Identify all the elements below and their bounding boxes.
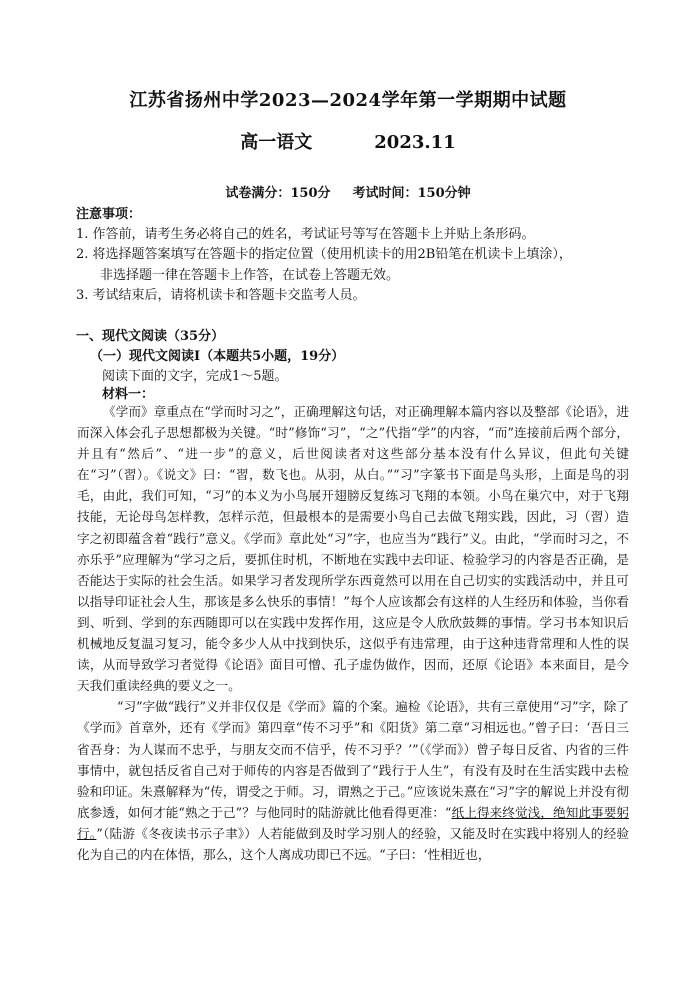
passage-paragraph-1: 《学而》章重点在“学而时习之”，正确理解这句话，对正确理解本篇内容以及整部《论语》，进而深入体会孔子思想都极为关键。“时”修饰“习”，“之”代指“学”的内容，“而”连接前后两个部分，并且有“然后”、“进一步”的意义，后世阅读者对这些部分基本没有什么异议，但此句关键在“习”（習）。《说文》曰：“習，数飞也。从羽，从白。”“习”字篆书下面是鸟头形，上面是鸟的羽毛，由此，我们可知，“习”的本义为小鸟展开翅膀反复练习飞翔的本领。小鸟在巢穴中，对于飞翔技能，无论母鸟怎样教，怎样示范，但最根本的是需要小鸟自己去做飞翔实践，因此，习（習）造字之初即蕴含着“践行”意义。《学而》章此处“习”字，也应当为“践行”义。由此，“学而时习之，不亦乐乎”应理解为“学习之后，要抓住时机，不断地在实践中去印证、检验学习的内容是否正确，是否能达于实际的社会生活。如果学习者发现所学东西竟然可以用在自己切实的实践活动中，并且可以指导印证社会人生，那该是多么快乐的事情！”每个人应该都会有这样的人生经历和体验，当你看到、听到、学到的东西随即可以在实践中发挥作用，这应是令人欣欣鼓舞的事情。学习书本知识后机械地反复温习复习，能令多少人从中找到快乐，这似乎有违常理，由于这种违背常理和人性的误读，从而导致学习者觉得《论语》面目可憎、孔子虚伪做作，因而，还原《论语》本来面目，是今天我们重读经典的要义之一。 xyxy=(77,404,629,694)
material-label: 材料一： xyxy=(102,387,155,402)
exam-title: 江苏省扬州中学2023—2024学年第一学期期中试题 xyxy=(129,90,567,111)
quoted-poem: 纸上得来终觉浅，绝知此事要躬行。 xyxy=(77,804,630,841)
exam-time: 考试时间：150分钟 xyxy=(352,186,471,201)
subject-name: 高一语文 xyxy=(240,132,313,153)
sub-section-heading: （一）现代文阅读Ⅰ（本题共5小题，19分） xyxy=(90,349,345,364)
notice-item-2-cont: 非选择题一律在答题卡上作答，在试卷上答题无效。 xyxy=(100,268,400,283)
notice-item-2: 2. 将选择题答案填写在答题卡的指定位置（使用机读卡的用2B铅笔在机读卡上填涂）， xyxy=(76,247,572,262)
passage xyxy=(77,401,629,865)
exam-info xyxy=(0,182,696,201)
passage-paragraph-2-part-b: ”（陆游《冬夜读书示子聿》）人若能做到及时学习别人的经验，又能及时在实践中将别人的经验化为自己的内在体悟，那么，这个人离成功即已不远。“子曰：‘性相近也， xyxy=(77,825,629,862)
reading-instruction: 阅读下面的文字，完成1～5题。 xyxy=(102,369,288,384)
exam-date: 2023.11 xyxy=(374,132,456,153)
notice-heading: 注意事项： xyxy=(76,207,142,222)
passage-paragraph-2 xyxy=(77,696,629,865)
notice-item-3: 3. 考试结束后，请将机读卡和答题卡交监考人员。 xyxy=(76,288,366,303)
passage-paragraph-2-part-a: “习”字做“践行”义并非仅仅是《学而》篇的个案。遍检《论语》，共有三章使用“习”字，除了《学而》首章外，还有《学而》第四章“传不习乎”和《阳货》第二章“习相远也。”曾子曰：‘吾日三省吾身：为人谋而不忠乎，与朋友交而不信乎，传不习乎？’”（《学而》）曾子每日反省、内省的三件事情中，就包括反省自己对于师传的内容是否做到了“践行于人生”，有没有及时在生活实践中去检验和印证。朱熹解释为“传，谓受之于师。习，谓熟之于己。”应该说朱熹在“习”字的解说上并没有彻底参透，如何才能“熟之于己”？与他同时的陆游就比他看得更准：“ xyxy=(77,699,629,820)
notice-item-1: 1. 作答前，请考生务必将自己的姓名，考试证号等写在答题卡上并贴上条形码。 xyxy=(76,227,535,242)
subject-line xyxy=(0,128,696,154)
section-heading: 一、现代文阅读（35分） xyxy=(76,329,225,344)
full-score: 试卷满分：150分 xyxy=(225,186,331,201)
